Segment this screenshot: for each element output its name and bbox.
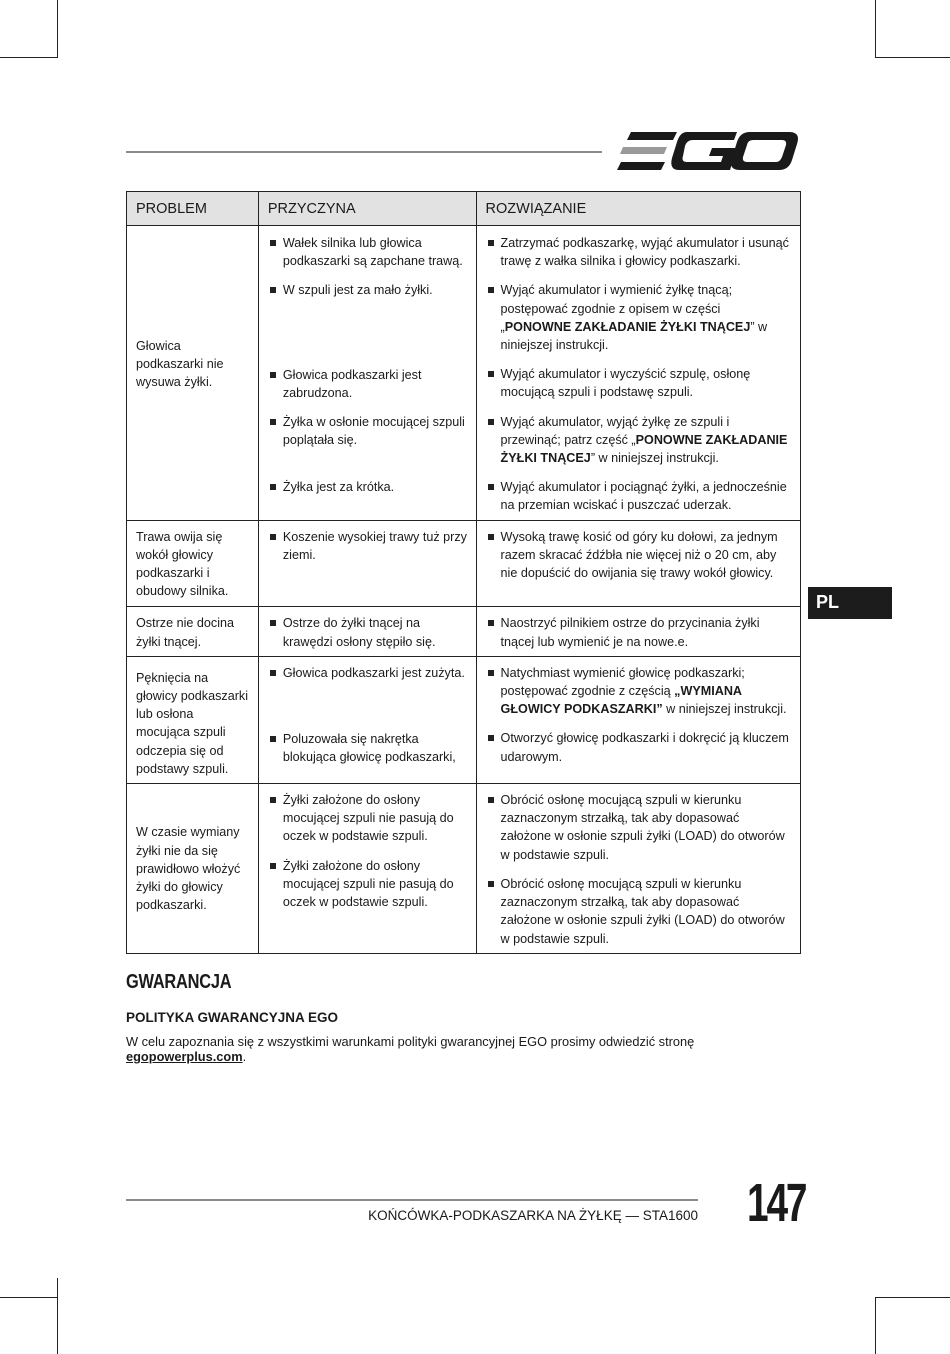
header-cause: PRZYCZYNA	[258, 192, 476, 226]
crop-mark	[57, 1278, 58, 1354]
section-title: GWARANCJA	[126, 971, 232, 993]
footer-rule	[126, 1199, 698, 1201]
cause-item: Żyłka w osłonie mocującej szpuli poplątała się.	[267, 413, 468, 449]
solution-item: Obrócić osłonę mocującą szpuli w kierunku zaznaczonym strzałką, tak aby dopasować założone w osłonie szpuli żyłki (LOAD) do otworów w podstawie szpuli.	[485, 875, 792, 948]
cause-item: Poluzowała się nakrętka blokująca głowicę podkaszarki,	[267, 730, 468, 766]
cause-item: Żyłki założone do osłony mocującej szpuli nie pasują do oczek w podstawie szpuli.	[267, 791, 468, 846]
crop-mark	[875, 1297, 950, 1298]
cause-item: Wałek silnika lub głowica podkaszarki są zapchane trawą.	[267, 234, 468, 270]
problem-cell: W czasie wymiany żyłki nie da się prawidłowo włożyć żyłki do głowicy podkaszarki.	[127, 784, 259, 954]
solution-item: Natychmiast wymienić głowicę podkaszarki; postępować zgodnie z częścią „WYMIANA GŁOWICY PODKASZARKI” w niniejszej instrukcji.	[485, 664, 792, 719]
cause-cell	[258, 607, 476, 656]
page-number: 147	[747, 1173, 806, 1233]
warranty-text: W celu zapoznania się z wszystkimi warunkami polityki gwarancyjnej EGO prosimy odwiedzić stronę	[126, 1034, 695, 1049]
cause-cell	[258, 656, 476, 783]
crop-mark	[0, 1297, 58, 1298]
crop-mark	[875, 1297, 876, 1354]
header-rule	[126, 151, 602, 153]
cause-item: Głowica podkaszarki jest zużyta.	[267, 664, 468, 682]
section-subtitle: POLITYKA GWARANCYJNA EGO	[126, 1010, 339, 1025]
solution-cell	[476, 607, 800, 656]
problem-cell: Trawa owija się wokół głowicy podkaszarki i obudowy silnika.	[127, 520, 259, 607]
problem-cell: Głowica podkaszarki nie wysuwa żyłki.	[127, 226, 259, 521]
crop-mark	[875, 0, 876, 58]
warranty-link[interactable]: egopowerplus.com	[126, 1049, 243, 1064]
cause-cell	[258, 226, 476, 521]
cause-item: Ostrze do żyłki tnącej na krawędzi osłony stępiło się.	[267, 614, 468, 650]
table-row	[127, 520, 801, 607]
solution-item: Obrócić osłonę mocującą szpuli w kierunku zaznaczonym strzałką, tak aby dopasować założone w osłonie szpuli żyłki (LOAD) do otworów w podstawie szpuli.	[485, 791, 792, 864]
table-header-row	[127, 192, 801, 226]
solution-item: Wysoką trawę kosić od góry ku dołowi, za jednym razem skracać źdźbła nie więcej niż o 20 cm, aby nie dopuścić do owijania się trawy wokół głowicy.	[485, 528, 792, 583]
solution-item: Wyjąć akumulator i pociągnąć żyłki, a jednocześnie na przemian wciskać i puszczać uderzak.	[485, 478, 792, 514]
crop-mark	[57, 0, 58, 58]
cause-item: Koszenie wysokiej trawy tuż przy ziemi.	[267, 528, 468, 564]
table-row	[127, 784, 801, 954]
problem-cell: Ostrze nie docina żyłki tnącej.	[127, 607, 259, 656]
solution-cell	[476, 656, 800, 783]
solution-item: Wyjąć akumulator, wyjąć żyłkę ze szpuli i przewinąć; patrz część „PONOWNE ZAKŁADANIE ŻYŁKI TNĄCEJ” w niniejszej instrukcji.	[485, 413, 792, 468]
solution-item: Wyjąć akumulator i wyczyścić szpulę, osłonę mocującą szpuli i podstawę szpuli.	[485, 365, 792, 401]
table-row	[127, 607, 801, 656]
cause-cell	[258, 520, 476, 607]
ego-logo	[617, 130, 799, 172]
footer-title: KOŃCÓWKA-PODKASZARKA NA ŻYŁKĘ — STA1600	[368, 1208, 698, 1223]
problem-cell: Pęknięcia na głowicy podkaszarki lub osłona mocująca szpuli odczepia się od podstawy szpuli.	[127, 656, 259, 783]
troubleshooting-table	[126, 191, 801, 954]
solution-cell	[476, 784, 800, 954]
cause-item: Żyłka jest za krótka.	[267, 478, 468, 496]
cause-item: Żyłki założone do osłony mocującej szpuli nie pasują do oczek w podstawie szpuli.	[267, 857, 468, 912]
language-tab: PL	[808, 587, 892, 619]
warranty-paragraph: W celu zapoznania się z wszystkimi warunkami polityki gwarancyjnej EGO prosimy odwiedzić stronę egopowerplus.com.	[126, 1034, 695, 1064]
header-problem: PROBLEM	[127, 192, 259, 226]
solution-cell	[476, 520, 800, 607]
table-row	[127, 226, 801, 521]
solution-item: Wyjąć akumulator i wymienić żyłkę tnącą; postępować zgodnie z opisem w części „PONOWNE ZAKŁADANIE ŻYŁKI TNĄCEJ” w niniejszej instrukcji.	[485, 281, 792, 354]
table-row	[127, 656, 801, 783]
solution-cell	[476, 226, 800, 521]
cause-item: W szpuli jest za mało żyłki.	[267, 281, 468, 299]
header-solution: ROZWIĄZANIE	[476, 192, 800, 226]
crop-mark	[875, 57, 950, 58]
cause-cell	[258, 784, 476, 954]
solution-item: Zatrzymać podkaszarkę, wyjąć akumulator i usunąć trawę z wałka silnika i głowicy podkaszarki.	[485, 234, 792, 270]
cause-item: Głowica podkaszarki jest zabrudzona.	[267, 366, 468, 402]
solution-item: Otworzyć głowicę podkaszarki i dokręcić ją kluczem udarowym.	[485, 729, 792, 765]
solution-item: Naostrzyć pilnikiem ostrze do przycinania żyłki tnącej lub wymienić je na nowe.e.	[485, 614, 792, 650]
crop-mark	[0, 57, 58, 58]
